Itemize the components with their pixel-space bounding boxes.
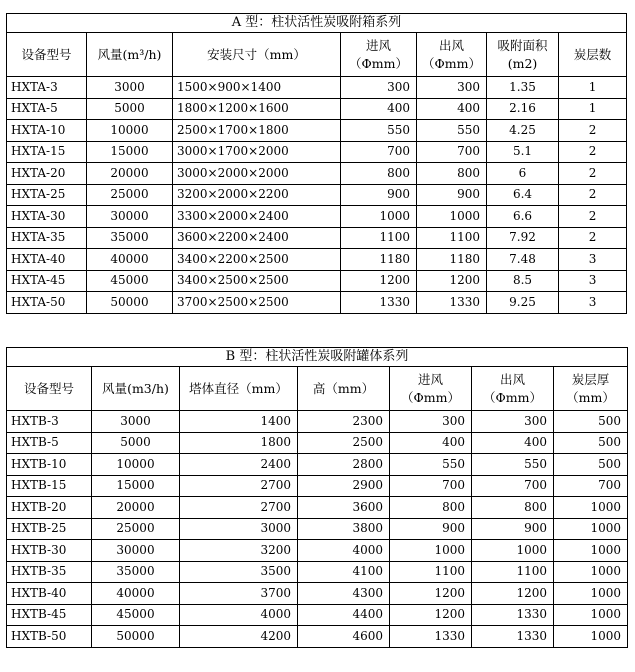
table-cell: HXTB-20 xyxy=(7,497,92,519)
tableA-header-row xyxy=(7,33,627,77)
table-cell: HXTB-25 xyxy=(7,518,92,540)
tableA-caption: A 型：柱状活性炭吸附箱系列 xyxy=(7,14,627,33)
table-cell: 700 xyxy=(417,141,487,163)
table-cell: 25000 xyxy=(92,518,180,540)
table-cell: 700 xyxy=(341,141,417,163)
table-cell: HXTA-3 xyxy=(7,77,87,99)
table-cell: 3800 xyxy=(298,518,390,540)
table-row xyxy=(7,497,628,519)
table-cell: 15000 xyxy=(87,141,173,163)
table-cell: 800 xyxy=(390,497,472,519)
table-cell: HXTB-45 xyxy=(7,604,92,626)
table-cell: HXTA-35 xyxy=(7,227,87,249)
table-cell: 1200 xyxy=(341,270,417,292)
tableA-header-cell: 风量(m³/h) xyxy=(87,33,173,77)
table-row xyxy=(7,561,628,583)
table-cell: 3300×2000×2400 xyxy=(173,206,341,228)
table-cell: 1.35 xyxy=(487,77,559,99)
table-cell: 4600 xyxy=(298,626,390,648)
table-cell: 35000 xyxy=(87,227,173,249)
table-cell: 700 xyxy=(554,475,628,497)
table-cell: 3 xyxy=(559,249,627,271)
table-cell: 40000 xyxy=(92,583,180,605)
table-cell: 2900 xyxy=(298,475,390,497)
table-cell: 1330 xyxy=(417,292,487,314)
tableB-header-cell: 风量(m3/h) xyxy=(92,367,180,411)
table-row xyxy=(7,454,628,476)
table-cell: 1100 xyxy=(341,227,417,249)
table-cell: 1500×900×1400 xyxy=(173,77,341,99)
table-row xyxy=(7,540,628,562)
table-cell: 5000 xyxy=(87,98,173,120)
table-cell: 3700×2500×2500 xyxy=(173,292,341,314)
table-cell: 4200 xyxy=(180,626,298,648)
table-cell: 3 xyxy=(559,270,627,292)
table-cell: 2 xyxy=(559,184,627,206)
table-cell: 1000 xyxy=(417,206,487,228)
table-cell: 1800 xyxy=(180,432,298,454)
table-cell: 15000 xyxy=(92,475,180,497)
table-cell: 2500×1700×1800 xyxy=(173,120,341,142)
table-cell: 1200 xyxy=(417,270,487,292)
tableA-header-cell: 炭层数 xyxy=(559,33,627,77)
table-cell: 300 xyxy=(341,77,417,99)
table-cell: 300 xyxy=(390,411,472,433)
table-cell: 4300 xyxy=(298,583,390,605)
table-cell: 500 xyxy=(554,454,628,476)
table-cell: 400 xyxy=(472,432,554,454)
table-cell: HXTB-10 xyxy=(7,454,92,476)
table-cell: 1000 xyxy=(554,561,628,583)
table-row xyxy=(7,120,627,142)
table-cell: 3200×2000×2200 xyxy=(173,184,341,206)
table-cell: 300 xyxy=(472,411,554,433)
table-row xyxy=(7,227,627,249)
table-cell: 3 xyxy=(559,292,627,314)
table-cell: 1000 xyxy=(472,540,554,562)
table-cell: HXTA-45 xyxy=(7,270,87,292)
table-cell: 1200 xyxy=(390,604,472,626)
table-cell: 3000 xyxy=(92,411,180,433)
table-cell: 400 xyxy=(341,98,417,120)
table-cell: 500 xyxy=(554,432,628,454)
table-cell: 3500 xyxy=(180,561,298,583)
table-cell: 1330 xyxy=(341,292,417,314)
table-cell: 1330 xyxy=(472,626,554,648)
table-cell: HXTA-25 xyxy=(7,184,87,206)
table-cell: 1 xyxy=(559,98,627,120)
table-cell: 3000 xyxy=(180,518,298,540)
tableA-header-cell: 设备型号 xyxy=(7,33,87,77)
tableB-header-cell: 塔体直径（mm） xyxy=(180,367,298,411)
table-cell: 700 xyxy=(390,475,472,497)
table-cell: 40000 xyxy=(87,249,173,271)
table-cell: 1400 xyxy=(180,411,298,433)
table-cell: 25000 xyxy=(87,184,173,206)
table-cell: HXTB-40 xyxy=(7,583,92,605)
table-cell: 1100 xyxy=(390,561,472,583)
table-cell: 1000 xyxy=(554,583,628,605)
table-row xyxy=(7,411,628,433)
table-cell: HXTA-30 xyxy=(7,206,87,228)
table-b xyxy=(6,347,628,648)
table-cell: 550 xyxy=(390,454,472,476)
tableA-header-cell: 出风 （Φmm） xyxy=(417,33,487,77)
table-cell: HXTA-20 xyxy=(7,163,87,185)
table-cell: 5000 xyxy=(92,432,180,454)
table-cell: HXTA-5 xyxy=(7,98,87,120)
table-row xyxy=(7,249,627,271)
table-cell: HXTA-10 xyxy=(7,120,87,142)
table-cell: HXTB-5 xyxy=(7,432,92,454)
table-cell: 9.25 xyxy=(487,292,559,314)
table-cell: 3200 xyxy=(180,540,298,562)
table-cell: 2500 xyxy=(298,432,390,454)
table-cell: 8.5 xyxy=(487,270,559,292)
table-cell: 700 xyxy=(472,475,554,497)
table-cell: 1000 xyxy=(554,497,628,519)
table-cell: 2400 xyxy=(180,454,298,476)
table-cell: 2700 xyxy=(180,475,298,497)
table-cell: 800 xyxy=(472,497,554,519)
table-cell: 900 xyxy=(417,184,487,206)
table-cell: 550 xyxy=(417,120,487,142)
table-cell: HXTB-35 xyxy=(7,561,92,583)
tableB-header-cell: 进风 （Φmm） xyxy=(390,367,472,411)
table-cell: 900 xyxy=(390,518,472,540)
table-row xyxy=(7,206,627,228)
tableB-header-cell: 出风 （Φmm） xyxy=(472,367,554,411)
table-cell: 4400 xyxy=(298,604,390,626)
table-cell: 30000 xyxy=(87,206,173,228)
table-cell: 6 xyxy=(487,163,559,185)
table-cell: 3000 xyxy=(87,77,173,99)
table-cell: 3600 xyxy=(298,497,390,519)
table-cell: 2300 xyxy=(298,411,390,433)
table-cell: 3400×2500×2500 xyxy=(173,270,341,292)
tableA-header-cell: 进风 （Φmm） xyxy=(341,33,417,77)
table-cell: 500 xyxy=(554,411,628,433)
table-cell: 1800×1200×1600 xyxy=(173,98,341,120)
table-cell: 4.25 xyxy=(487,120,559,142)
table-cell: 400 xyxy=(417,98,487,120)
table-row xyxy=(7,626,628,648)
table-cell: 3000×1700×2000 xyxy=(173,141,341,163)
table-row xyxy=(7,184,627,206)
table-cell: 6.6 xyxy=(487,206,559,228)
table-cell: 800 xyxy=(341,163,417,185)
table-cell: 50000 xyxy=(92,626,180,648)
table-cell: 1000 xyxy=(554,604,628,626)
table-cell: 4100 xyxy=(298,561,390,583)
table-row xyxy=(7,77,627,99)
table-cell: 5.1 xyxy=(487,141,559,163)
table-row xyxy=(7,292,627,314)
table-cell: 2 xyxy=(559,206,627,228)
tableA-header-cell: 安装尺寸（mm） xyxy=(173,33,341,77)
table-cell: 1000 xyxy=(390,540,472,562)
table-row xyxy=(7,163,627,185)
table-cell: 7.92 xyxy=(487,227,559,249)
tableB-header-cell: 炭层厚（mm） xyxy=(554,367,628,411)
table-row xyxy=(7,604,628,626)
table-cell: 4000 xyxy=(180,604,298,626)
table-cell: 400 xyxy=(390,432,472,454)
table-row xyxy=(7,583,628,605)
table-cell: 3600×2200×2400 xyxy=(173,227,341,249)
table-row xyxy=(7,141,627,163)
table-cell: 35000 xyxy=(92,561,180,583)
table-cell: 2700 xyxy=(180,497,298,519)
table-cell: 50000 xyxy=(87,292,173,314)
table-cell: 900 xyxy=(472,518,554,540)
table-cell: 3700 xyxy=(180,583,298,605)
table-cell: 1000 xyxy=(554,540,628,562)
table-cell: HXTA-50 xyxy=(7,292,87,314)
table-cell: 2800 xyxy=(298,454,390,476)
table-cell: 1180 xyxy=(417,249,487,271)
table-row xyxy=(7,432,628,454)
table-cell: 550 xyxy=(341,120,417,142)
table-row xyxy=(7,98,627,120)
table-cell: 2 xyxy=(559,120,627,142)
table-cell: 30000 xyxy=(92,540,180,562)
table-cell: 1000 xyxy=(554,626,628,648)
table-cell: HXTB-3 xyxy=(7,411,92,433)
table-cell: 1330 xyxy=(390,626,472,648)
table-cell: 1330 xyxy=(472,604,554,626)
table-cell: 10000 xyxy=(92,454,180,476)
table-cell: 4000 xyxy=(298,540,390,562)
table-cell: 3400×2200×2500 xyxy=(173,249,341,271)
table-cell: 3000×2000×2000 xyxy=(173,163,341,185)
table-cell: 2.16 xyxy=(487,98,559,120)
table-cell: 1200 xyxy=(390,583,472,605)
table-cell: 20000 xyxy=(92,497,180,519)
table-cell: 300 xyxy=(417,77,487,99)
table-cell: 6.4 xyxy=(487,184,559,206)
table-cell: 45000 xyxy=(92,604,180,626)
table-cell: HXTB-15 xyxy=(7,475,92,497)
tableB-caption: B 型：柱状活性炭吸附罐体系列 xyxy=(7,348,628,367)
table-cell: 1100 xyxy=(417,227,487,249)
table-cell: 1000 xyxy=(341,206,417,228)
table-row xyxy=(7,270,627,292)
table-cell: HXTB-30 xyxy=(7,540,92,562)
table-a xyxy=(6,13,627,314)
table-row xyxy=(7,475,628,497)
table-cell: 900 xyxy=(341,184,417,206)
table-cell: 2 xyxy=(559,227,627,249)
tableB-header-row xyxy=(7,367,628,411)
table-cell: 1000 xyxy=(554,518,628,540)
table-cell: 800 xyxy=(417,163,487,185)
table-cell: 550 xyxy=(472,454,554,476)
table-cell: 1200 xyxy=(472,583,554,605)
table-cell: HXTB-50 xyxy=(7,626,92,648)
table-cell: 10000 xyxy=(87,120,173,142)
table-cell: 2 xyxy=(559,163,627,185)
table-cell: 2 xyxy=(559,141,627,163)
table-cell: 1100 xyxy=(472,561,554,583)
table-cell: HXTA-15 xyxy=(7,141,87,163)
tableB-header-cell: 设备型号 xyxy=(7,367,92,411)
tableA-header-cell: 吸附面积 (m2) xyxy=(487,33,559,77)
table-cell: 20000 xyxy=(87,163,173,185)
table-row xyxy=(7,518,628,540)
table-cell: 45000 xyxy=(87,270,173,292)
table-cell: 7.48 xyxy=(487,249,559,271)
table-cell: 1180 xyxy=(341,249,417,271)
table-cell: 1 xyxy=(559,77,627,99)
table-cell: HXTA-40 xyxy=(7,249,87,271)
tableB-header-cell: 高（mm） xyxy=(298,367,390,411)
